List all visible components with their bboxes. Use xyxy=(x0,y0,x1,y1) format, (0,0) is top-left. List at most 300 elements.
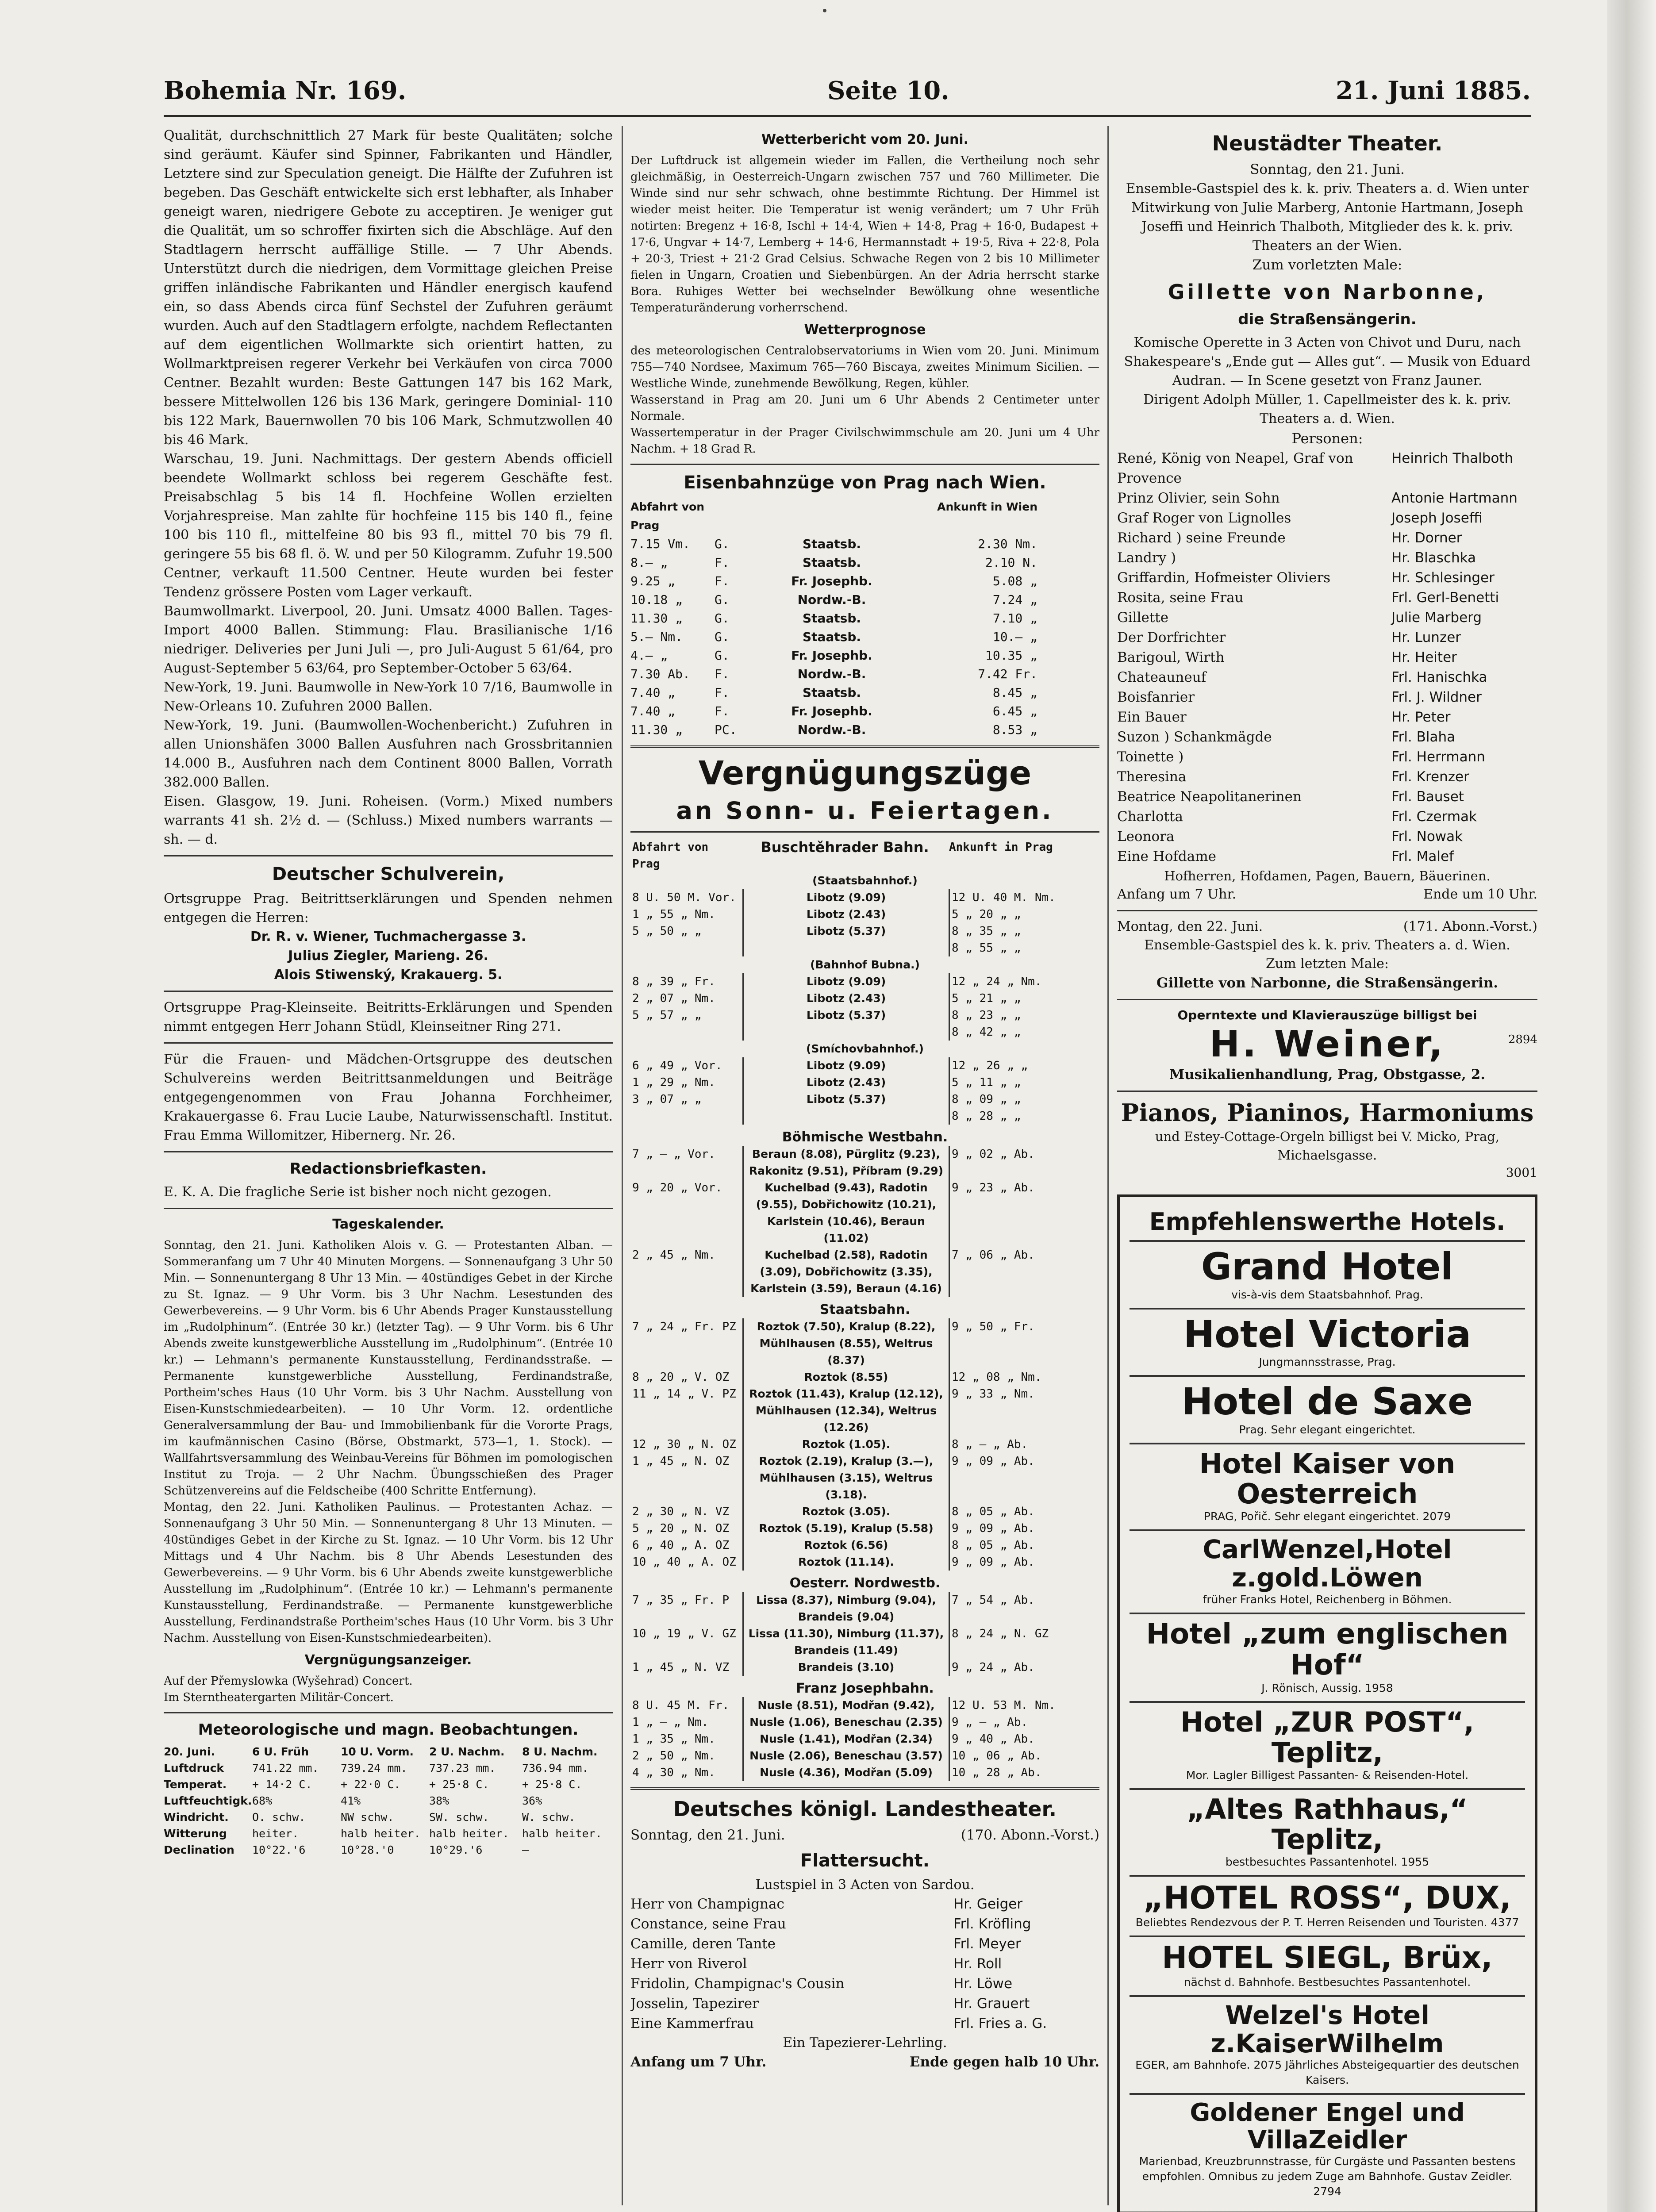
neustaedter-personen: Personen: xyxy=(1291,430,1363,447)
timetable-departure: 12 „ 30 „ N. OZ xyxy=(632,1438,736,1451)
timetable-row xyxy=(630,1520,1099,1537)
eisen-arrival: 2.10 N. xyxy=(985,555,1037,570)
timetable-arrival: 8 „ 05 „ Ab. xyxy=(952,1539,1035,1552)
busch-block xyxy=(630,889,1099,956)
kleinseite-notice: Ortsgruppe Prag-Kleinseite. Beitritts-Erklärungen und Spenden nimmt entgegen Herr Johann Stüdl, Kleinseitner Ring 271. xyxy=(164,1000,613,1034)
timetable-row xyxy=(630,1436,1099,1453)
west-title: Böhmische Westbahn. xyxy=(782,1129,948,1145)
neustaedter-play: Gillette von Narbonne, xyxy=(1168,280,1487,304)
cast-actor: Hr. Dorner xyxy=(1391,530,1462,546)
cast-actor: Hr. Peter xyxy=(1391,709,1451,725)
montag-text: Ensemble-Gastspiel des k. k. priv. Theaters a. d. Wien. xyxy=(1144,937,1510,953)
timetable-stations: Libotz (9.09) Libotz (2.43) Libotz (5.37) xyxy=(743,1057,949,1125)
hotels-list xyxy=(1130,1242,1525,2204)
neustaedter-play-sub: die Straßensängerin. xyxy=(1238,311,1417,328)
cast-actor: Julie Marberg xyxy=(1391,610,1482,626)
schulverein-name: Dr. R. v. Wiener, Tuchmachergasse 3. xyxy=(250,929,526,945)
vergnuegung-line: Im Sterntheatergarten Militär-Concert. xyxy=(164,1691,394,1704)
timetable-row xyxy=(630,1146,1099,1179)
eisen-station: Staatsb. xyxy=(802,630,861,644)
met-cell: 736.94 mm. xyxy=(522,1762,589,1774)
eisen-departure: 8.— „ xyxy=(630,555,668,570)
column-rule xyxy=(1107,126,1109,2205)
eisen-type: F. xyxy=(715,555,730,570)
hotel-name: Hotel de Saxe xyxy=(1182,1380,1473,1424)
landestheater-sub: Lustspiel in 3 Acten von Sardou. xyxy=(755,1877,975,1893)
busch-station-heading: (Bahnhof Bubna.) xyxy=(810,958,920,971)
timetable-row xyxy=(630,1369,1099,1386)
timetable-row xyxy=(630,1318,1099,1369)
hotel-sub: Mor. Lagler Billigest Passanten- & Reisenden-Hotel. xyxy=(1186,1768,1469,1782)
cast-role: Camille, deren Tante xyxy=(630,1936,776,1952)
hotel-sub: PRAG, Pořič. Sehr elegant eingerichtet. 2079 xyxy=(1203,1509,1451,1523)
met-cell: Temperat. xyxy=(164,1778,227,1791)
met-cell: Witterung xyxy=(164,1827,227,1840)
eisen-station: Fr. Josephb. xyxy=(791,704,872,718)
cast-role: Charlotta xyxy=(1117,809,1183,825)
timetable-arrival: 7 „ 54 „ Ab. xyxy=(952,1594,1035,1607)
pianos-num: 3001 xyxy=(1506,1165,1537,1180)
hotel-name: Goldener Engel und VillaZeidler xyxy=(1190,2098,1465,2155)
eisen-arrival: 5.08 „ xyxy=(992,574,1037,588)
neustaedter-intro: Ensemble-Gastspiel des k. k. priv. Theaters a. d. Wien unter Mitwirkung von Julie Marberg, Antonie Hartmann, Joseph Joseffi und Heinrich Thalboth, Mitglieder des k. k. priv. Theaters an der Wien. xyxy=(1126,181,1529,253)
timetable-arrival: 12 „ 26 „ „ 5 „ 11 „ „ 8 „ 09 „ „ 8 „ 28 „ „ xyxy=(952,1059,1028,1123)
cast-role: Theresina xyxy=(1117,769,1187,785)
kalender-monday: Montag, den 22. Juni. Katholiken Paulinus. — Protestanten Achaz. — Sonnenaufgang 3 Uhr 50 Min. — Sonnenuntergang 8 Uhr 13 Minuten. — 40stündiges Gebet in der Kirche zu St. Ignaz. — 10 Uhr Vorm. bis 12 Uhr Mittags und 4 Uhr Nachm. bis 8 Uhr Abends Lesestunden des Gewerbevereins. — 9 Uhr Vorm. bis 6 Uhr Abends zweite kunstgewerbliche Ausstellung im „Rudolphinum“. (Entrée 10 kr.) — Lehmann's permanente Kunstausstellung, Ferdinandstraße. — Permanente kunstgewerbliche Ausstellung, Ferdinandstraße Portheim'sches Haus (10 Uhr Vorm. bis 3 Uhr Nachm. Ausstellung von Eisen-Kunstschmiedearbeiten). xyxy=(164,1501,613,1645)
met-cell: NW schw. xyxy=(341,1811,394,1824)
eisen-type: F. xyxy=(715,574,730,588)
hotel-name: CarlWenzel,Hotel z.gold.Löwen xyxy=(1203,1534,1452,1593)
eisen-departure: 7.30 Ab. xyxy=(630,667,690,681)
hotel-name: Grand Hotel xyxy=(1201,1245,1454,1289)
page-number: Seite 10. xyxy=(827,76,949,105)
eisen-type: F. xyxy=(715,704,730,718)
timetable-arrival: 9 „ 24 „ Ab. xyxy=(952,1661,1035,1674)
hotel-ad xyxy=(1130,1877,1525,1937)
divider xyxy=(630,1787,1099,1790)
timetable-departure: 11 „ 14 „ V. PZ xyxy=(632,1387,736,1401)
eisen-arrival: 8.45 „ xyxy=(992,685,1037,700)
hotel-ad xyxy=(1130,1790,1525,1877)
wasserstand-text: Wasserstand in Prag am 20. Juni um 6 Uhr Abends 2 Centimeter unter Normale. xyxy=(630,393,1099,423)
vergnuegung-title: Vergnügungsanzeiger. xyxy=(304,1652,472,1668)
prognose-text: des meteorologischen Centralobservatoriums in Wien vom 20. Juni. Minimum 755—740 Nordsee, Maximum 765—760 Biscaya, zweites Minimum Sicilien. — Westliche Winde, zunehmende Bewölkung, Regen, kühler. xyxy=(630,344,1099,390)
timetable-row xyxy=(630,973,1099,1041)
hotels-title: Empfehlenswerthe Hotels. xyxy=(1149,1208,1506,1236)
eisen-arrival: 8.53 „ xyxy=(992,722,1037,737)
eisen-station: Staatsb. xyxy=(802,555,861,570)
met-cell: 41% xyxy=(341,1794,361,1807)
busch-block xyxy=(630,973,1099,1041)
hotels-title-row xyxy=(1130,1204,1525,1242)
eisenbahn-title: Eisenbahnzüge von Prag nach Wien. xyxy=(684,472,1046,493)
cast-actor: Hr. Lunzer xyxy=(1391,630,1461,645)
timetable-departure: 9 „ 20 „ Vor. xyxy=(632,1181,722,1194)
masthead: Bohemia Nr. 169. xyxy=(164,76,407,105)
hotel-ad xyxy=(1130,1997,1525,2095)
cast-actor: Frl. Hanischka xyxy=(1391,669,1487,685)
eisen-type: G. xyxy=(715,648,730,663)
cast-role: Chateauneuf xyxy=(1117,669,1206,685)
eisen-arrival: 6.45 „ xyxy=(992,704,1037,718)
wetter-title: Wetterbericht vom 20. Juni. xyxy=(761,132,969,147)
landestheater-date: Sonntag, den 21. Juni. xyxy=(630,1827,785,1843)
cast-actor: Hr. Geiger xyxy=(953,1896,1023,1912)
hotels-box xyxy=(1117,1194,1537,2212)
schulverein-name: Alois Stiwenský, Krakauerg. 5. xyxy=(274,967,503,983)
cast-actor: Frl. Gerl-Benetti xyxy=(1391,590,1499,606)
warsaw-report: Warschau, 19. Juni. Nachmittags. Der gestern Abends officiell beendete Wollmarkt schloss bei regerem Geschäfte fest. Preisabschlag 5 bis 14 fl. Hochfeine Wollen erzielten Vorjahrespreise. Man zahlte für hochfeine 115 bis 140 fl., feine 100 bis 110 fl., mittelfeine 80 bis 93 fl., mittel 70 bis 79 fl. geringere 55 bis 68 fl. ö. W. und per 50 Kilogramm. Zufuhr 19.500 Centner, verkauft 11.500 Centner. Heute wurden bei fester Tendenz grössere Posten vom Lager verkauft. xyxy=(164,451,613,600)
landestheater-times xyxy=(630,2052,1099,2072)
glasgow-report: Eisen. Glasgow, 19. Juni. Roheisen. (Vorm.) Mixed numbers warrants 41 sh. 2½ d. — (Schluss.) Mixed numbers warrants — sh. — d. xyxy=(164,794,613,847)
timetable-departure: 8 „ 39 „ Fr. 2 „ 07 „ Nm. 5 „ 57 „ „ xyxy=(632,975,715,1022)
timetable-stations: Roztok (7.50), Kralup (8.22), Mühlhausen (8.55), Weltrus (8.37) xyxy=(743,1318,949,1369)
montag-letzten: Zum letzten Male: xyxy=(1265,956,1389,972)
column-3 xyxy=(1117,126,1537,2212)
cast-role: Barigoul, Wirth xyxy=(1117,649,1225,665)
eisen-arrival: 2.30 Nm. xyxy=(978,537,1037,551)
eisen-station: Fr. Josephb. xyxy=(791,574,872,588)
eisen-type: F. xyxy=(715,667,730,681)
eisen-arrival: 10.— „ xyxy=(992,630,1037,644)
met-cell: Luftdruck xyxy=(164,1762,224,1774)
eisen-type: PC. xyxy=(715,722,737,737)
cast-role: Leonora xyxy=(1117,829,1175,845)
scan-edge xyxy=(1607,0,1656,2212)
timetable-row xyxy=(630,1503,1099,1520)
divider xyxy=(164,855,613,856)
cast-actor: Frl. Herrmann xyxy=(1391,749,1485,765)
neustaedter-title: Neustädter Theater. xyxy=(1212,131,1443,155)
cast-actor: Frl. Krenzer xyxy=(1391,769,1469,785)
timetable-arrival: 9 „ 50 „ Fr. xyxy=(952,1320,1035,1333)
divider xyxy=(630,464,1099,465)
met-cell: O. schw. xyxy=(252,1811,306,1824)
wool-market-report: Qualität, durchschnittlich 27 Mark für beste Qualitäten; solche sind geräumt. Käufer sind Spinner, Fabrikanten und Händler, Letztere sind zur Speculation geneigt. Die Hälfte der Zufuhren ist begeben. Das Geschäft entwickelte sich erst lebhafter, als Inhaber geneigt waren, niedrigere Gebote zu acceptiren. Je weniger gut die Qualität, um so schroffer fixirten sich die Abschläge. Auf den Stadtlagern herrscht auffällige Stille. — 7 Uhr Abends. Unterstützt durch die niedrigen, dem Vormittage gleichen Preise griffen inländische Fabrikanten und Händler energisch kaufend ein, so dass Abends circa fünf Sechstel der Zufuhren geräumt wurden. Auch auf den Stadtlagern erfolgte, nachdem Reflectanten auf dem eigentlichen Wollmarkte sich orientirt hatten, zu Wollmarktpreisen regerer Verkehr bei Verkäufen von circa 7000 Centner. Bezahlt wurden: Beste Gattungen 147 bis 162 Mark, bessere Mittelwollen 126 bis 136 Mark, geringere Dominial- 110 bis 122 Mark, Bauernwollen 70 bis 106 Mark, Schmutzwollen 40 bis 46 Mark. xyxy=(164,128,613,448)
pianos-title: Pianos, Pianinos, Harmoniums xyxy=(1121,1098,1534,1127)
timetable-arrival: 9 „ 09 „ Ab. xyxy=(952,1455,1035,1468)
timetable-row xyxy=(630,1592,1099,1625)
met-cell: W. schw. xyxy=(522,1811,576,1824)
cast-role: Eine Hofdame xyxy=(1117,849,1216,864)
verg-head-cell: Buschtěhrader Bahn. xyxy=(761,839,929,856)
hotel-sub: Beliebtes Rendezvous der P. T. Herren Reisenden und Touristen. 4377 xyxy=(1135,1916,1519,1929)
divider xyxy=(164,991,613,992)
franz-title: Franz Josephbahn. xyxy=(796,1681,934,1696)
eisen-station: Staatsb. xyxy=(802,611,861,626)
timetable-row xyxy=(630,1659,1099,1676)
briefkasten-title: Redactionsbriefkasten. xyxy=(289,1160,487,1178)
schulverein-title: Deutscher Schulverein, xyxy=(272,864,505,884)
eisen-departure: 11.30 „ xyxy=(630,722,683,737)
eisen-station: Nordw.-B. xyxy=(797,722,866,737)
cast-actor: Frl. Fries a. G. xyxy=(953,2016,1047,2032)
timetable-departure: 8 U. 45 M. Fr. 1 „ — „ Nm. 1 „ 35 „ Nm. 2 „ 50 „ Nm. 4 „ 30 „ Nm. xyxy=(632,1699,730,1779)
eisen-station: Nordw.-B. xyxy=(797,592,866,607)
cast-role: Rosita, seine Frau xyxy=(1117,590,1244,606)
vergnuegungszuege-title: Vergnügungszüge xyxy=(698,754,1032,792)
liverpool-report: Baumwollmarkt. Liverpool, 20. Juni. Umsatz 4000 Ballen. Tages-Import 4000 Ballen. Stimmung: Flau. Brasilianische 1/16 niedriger. Deliveries per Juni Juli —, pro Juli-August 5 61/64, pro August-September 5 63/64, pro September-October 5 63/64. xyxy=(164,603,613,676)
divider xyxy=(1117,910,1537,911)
landestheater-cast xyxy=(630,1894,1099,2034)
hotel-sub: J. Rönisch, Aussig. 1958 xyxy=(1261,1682,1393,1695)
met-cell: 10°29.'6 xyxy=(429,1843,483,1856)
eisen-departure: 9.25 „ xyxy=(630,574,676,588)
timetable-arrival: 12 U. 40 M. Nm. 5 „ 20 „ „ 8 „ 35 „ „ 8 „ 55 „ „ xyxy=(952,891,1056,955)
column-1 xyxy=(164,126,613,2212)
timetable-stations: Roztok (6.56) xyxy=(743,1537,949,1554)
divider xyxy=(1117,1091,1537,1092)
eisen-arrival: 10.35 „ xyxy=(985,648,1037,663)
timetable-row xyxy=(630,1179,1099,1247)
hotel-ad xyxy=(1130,1444,1525,1531)
timetable-stations: Roztok (8.55) xyxy=(743,1369,949,1386)
cast-role: Graf Roger von Lignolles xyxy=(1117,510,1291,526)
neustaedter-cast xyxy=(1117,449,1537,867)
divider xyxy=(630,831,1099,833)
cast-role: Fridolin, Champignac's Cousin xyxy=(630,1976,845,1992)
montag-play: Gillette von Narbonne, die Straßensängerin. xyxy=(1156,975,1498,991)
hotel-ad xyxy=(1130,1242,1525,1309)
neustaedter-date: Sonntag, den 21. Juni. xyxy=(1250,161,1405,177)
nordwest-table xyxy=(630,1592,1099,1676)
timetable-stations: Beraun (8.08), Pürglitz (9.23), Rakonitz (9.51), Příbram (9.29) xyxy=(743,1146,949,1179)
hotel-ad xyxy=(1130,1614,1525,1703)
hotel-ad xyxy=(1130,1937,1525,1997)
timetable-departure: 6 „ 40 „ A. OZ xyxy=(632,1539,730,1552)
scan-speck xyxy=(823,9,826,12)
cast-actor: Hr. Roll xyxy=(953,1956,1002,1972)
landestheater-abo: (170. Abonn.-Vorst.) xyxy=(961,1827,1099,1843)
timetable-arrival: 8 „ 05 „ Ab. xyxy=(952,1505,1035,1518)
timetable-stations: Libotz (9.09) Libotz (2.43) Libotz (5.37) xyxy=(743,973,949,1041)
timetable-arrival: 9 „ 23 „ Ab. xyxy=(952,1181,1035,1194)
schulverein-text: Ortsgruppe Prag. Beitrittserklärungen und Spenden nehmen entgegen die Herren: xyxy=(164,891,613,926)
cast-actor: Frl. Nowak xyxy=(1391,829,1463,845)
timetable-row xyxy=(630,889,1099,956)
neustaedter-anfang: Anfang um 7 Uhr. xyxy=(1117,887,1237,902)
timetable-departure: 8 „ 20 „ V. OZ xyxy=(632,1371,730,1384)
cast-role: Richard ) seine Freunde xyxy=(1117,530,1286,546)
timetable-row xyxy=(630,1247,1099,1297)
timetable-row xyxy=(630,1625,1099,1659)
cast-actor: Frl. Malef xyxy=(1391,849,1454,864)
divider xyxy=(164,1042,613,1044)
hotel-sub: Prag. Sehr elegant eingerichtet. xyxy=(1239,1423,1416,1436)
vergnuegung-line: Auf der Přemyslowka (Wyšehrad) Concert. xyxy=(164,1674,413,1688)
hotel-sub: bestbesuchtes Passantenhotel. 1955 xyxy=(1225,1855,1429,1869)
issue-date: 21. Juni 1885. xyxy=(1336,76,1531,105)
pianos-sub: und Estey-Cottage-Orgeln billigst bei V. Micko, Prag, Michaelsgasse. xyxy=(1155,1129,1500,1163)
cast-actor: Joseph Joseffi xyxy=(1391,510,1483,526)
eisen-departure: 10.18 „ xyxy=(630,592,683,607)
west-table xyxy=(630,1146,1099,1297)
eisen-type: F. xyxy=(715,685,730,700)
cast-actor: Heinrich Thalboth xyxy=(1391,450,1514,466)
cast-actor: Hr. Blaschka xyxy=(1391,550,1476,566)
timetable-departure: 7 „ — „ Vor. xyxy=(632,1148,715,1161)
timetable-stations: Lissa (11.30), Nimburg (11.37), Brandeis (11.49) xyxy=(743,1625,949,1659)
eisen-type: G. xyxy=(715,630,730,644)
franz-table xyxy=(630,1697,1099,1781)
newyork-report: New-York, 19. Juni. Baumwolle in New-York 10 7/16, Baumwolle in New-Orleans 10. Zufuhren 2000 Ballen. xyxy=(164,680,613,714)
cast-role: Boisfanrier xyxy=(1117,689,1195,705)
hotel-ad xyxy=(1130,1531,1525,1614)
hotel-name: „HOTEL ROSS“, DUX, xyxy=(1143,1880,1512,1916)
timetable-arrival: 12 „ 24 „ Nm. 5 „ 21 „ „ 8 „ 23 „ „ 8 „ 42 „ „ xyxy=(952,975,1042,1039)
eisen-station: Fr. Josephb. xyxy=(791,648,872,663)
wassertemperatur-text: Wassertemperatur in der Prager Civilschwimmschule am 20. Juni um 4 Uhr Nachm. + 18 Grad R. xyxy=(630,426,1099,456)
timetable-departure: 6 „ 49 „ Vor. 1 „ 29 „ Nm. 3 „ 07 „ „ xyxy=(632,1059,722,1106)
weiner-addr: Musikalienhandlung, Prag, Obstgasse, 2. xyxy=(1169,1067,1486,1083)
timetable-arrival: 9 „ 09 „ Ab. xyxy=(952,1555,1035,1569)
meteorology-rows xyxy=(164,1760,613,1858)
weiner-ad xyxy=(1117,1024,1537,1065)
busch-table xyxy=(630,872,1099,1125)
eisen-station: Staatsb. xyxy=(802,537,861,551)
timetable-stations: Kuchelbad (2.58), Radotin (3.09), Dobřichowitz (3.35), Karlstein (3.59), Beraun (4.16) xyxy=(743,1247,949,1297)
cast-role: Prinz Olivier, sein Sohn xyxy=(1117,490,1280,506)
met-cell: Declination xyxy=(164,1843,234,1856)
hotel-name: Hotel „zum englischen Hof“ xyxy=(1146,1617,1509,1682)
landestheater-title: Deutsches königl. Landestheater. xyxy=(673,1797,1057,1821)
timetable-row xyxy=(630,1554,1099,1571)
timetable-stations: Roztok (3.05). xyxy=(743,1503,949,1520)
nordwest-title: Oesterr. Nordwestb. xyxy=(789,1575,941,1591)
cast-actor: Hr. Heiter xyxy=(1391,649,1457,665)
eisen-departure: 4.— „ xyxy=(630,648,668,663)
timetable-stations: Brandeis (3.10) xyxy=(743,1659,949,1676)
met-cell: 741.22 mm. xyxy=(252,1762,319,1774)
met-cell: 737.23 mm. xyxy=(429,1762,496,1774)
kalender-title: Tageskalender. xyxy=(332,1217,444,1232)
neustaedter-hof: Hofherren, Hofdamen, Pagen, Bauern, Bäuerinen. xyxy=(1164,868,1491,883)
cast-role: Beatrice Neapolitanerinen xyxy=(1117,789,1302,805)
busch-station-heading: (Staatsbahnhof.) xyxy=(812,874,918,887)
hotel-sub: nächst d. Bahnhofe. Bestbesuchtes Passantenhotel. xyxy=(1183,1975,1471,1989)
neustaedter-ende: Ende um 10 Uhr. xyxy=(1423,887,1537,902)
cast-role: Ein Bauer xyxy=(1117,709,1187,725)
timetable-stations: Roztok (1.05). xyxy=(743,1436,949,1453)
timetable-stations: Kuchelbad (9.43), Radotin (9.55), Dobřichowitz (10.21), Karlstein (10.46), Beraun (11.02) xyxy=(743,1179,949,1247)
met-cell: + 25·8 C. xyxy=(522,1778,582,1791)
meteorology-title: Meteorologische und magn. Beobachtungen. xyxy=(198,1721,579,1739)
divider xyxy=(164,1151,613,1152)
met-cell: halb heiter. xyxy=(429,1827,509,1840)
eisenbahn-head xyxy=(630,498,1099,535)
eisen-departure: 11.30 „ xyxy=(630,611,683,626)
eisen-departure: 7.40 „ xyxy=(630,704,676,718)
hotel-ad xyxy=(1130,1703,1525,1790)
neustaedter-times xyxy=(1117,885,1537,904)
hotel-name: „Altes Rathhaus,“ Teplitz, xyxy=(1187,1793,1468,1855)
hotel-sub: EGER, am Bahnhofe. 2075 Jährliches Absteigequartier des deutschen Kaisers. xyxy=(1135,2058,1519,2087)
met-cell: Windricht. xyxy=(164,1811,229,1824)
timetable-departure: 8 U. 50 M. Vor. 1 „ 55 „ Nm. 5 „ 50 „ „ xyxy=(632,891,736,938)
divider xyxy=(630,745,1099,748)
cast-actor: Frl. Meyer xyxy=(953,1936,1021,1952)
met-head: 20. Juni. xyxy=(164,1745,215,1758)
cast-role: Herr von Riverol xyxy=(630,1956,747,1972)
hotel-sub: früher Franks Hotel, Reichenberg in Böhmen. xyxy=(1203,1593,1452,1606)
met-head: 10 U. Vorm. xyxy=(341,1745,414,1758)
prognose-title: Wetterprognose xyxy=(804,322,926,338)
timetable-arrival: 12 „ 08 „ Nm. xyxy=(952,1371,1042,1384)
frauen-notice: Für die Frauen- und Mädchen-Ortsgruppe des deutschen Schulvereins werden Beitrittsanmeldungen und Beiträge entgegengenommen von Frau Johanna Forchheimer, Krakauergasse 6. Frau Lucie Laube, Naturwissenschaftl. Institut. Frau Emma Willomitzer, Hibernerg. Nr. 26. xyxy=(164,1052,613,1143)
met-cell: 10°22.'6 xyxy=(252,1843,306,1856)
timetable-stations: Roztok (2.19), Kralup (3.—), Mühlhausen (3.15), Weltrus (3.18). xyxy=(743,1453,949,1503)
weiner-name: H. Weiner, xyxy=(1209,1023,1445,1065)
cast-role: Der Dorfrichter xyxy=(1117,630,1226,645)
hotel-name: Welzel's Hotel z.KaiserWilhelm xyxy=(1210,2000,1444,2058)
met-cell: SW. schw. xyxy=(429,1811,489,1824)
cast-actor: Frl. Czermak xyxy=(1391,809,1477,825)
timetable-arrival: 12 U. 53 M. Nm. 9 „ — „ Ab. 9 „ 40 „ Ab. 10 „ 06 „ Ab. 10 „ 28 „ Ab. xyxy=(952,1699,1056,1779)
timetable-departure: 2 „ 30 „ N. VZ xyxy=(632,1505,730,1518)
cast-actor: Frl. Bauset xyxy=(1391,789,1464,805)
page-header xyxy=(164,66,1531,117)
briefkasten-text: E. K. A. Die fragliche Serie ist bisher noch nicht gezogen. xyxy=(164,1184,552,1200)
timetable-departure: 7 „ 35 „ Fr. P xyxy=(632,1594,730,1607)
eisen-type: G. xyxy=(715,611,730,626)
timetable-stations: Roztok (5.19), Kralup (5.58) xyxy=(743,1520,949,1537)
neustaedter-desc: Komische Operette in 3 Acten von Chivot und Duru, nach Shakespeare's „Ende gut — Alles gut“. — Musik von Eduard Audran. — In Scene gesetzt von Franz Jauner. xyxy=(1124,335,1531,388)
divider xyxy=(1117,999,1537,1000)
eisen-departure: 5.— Nm. xyxy=(630,630,683,644)
cast-role: Griffardin, Hofmeister Oliviers xyxy=(1117,570,1331,586)
timetable-row xyxy=(630,1453,1099,1503)
hotel-sub: Jungmannsstrasse, Prag. xyxy=(1259,1356,1396,1369)
wetter-text: Der Luftdruck ist allgemein wieder im Fallen, die Vertheilung noch sehr gleichmäßig, in Oesterreich-Ungarn zwischen 757 und 760 Millimeter. Die Winde sind nur sehr schwach, ohne bestimmte Richtung. Der Himmel ist wieder meist heiter. Die Temperatur ist wenig verändert; um 7 Uhr Früh notirten: Bregenz + 16·8, Ischl + 14·4, Wien + 14·8, Prag + 16·0, Budapest + 17·6, Ungvar + 14·7, Lemberg + 14·6, Hermannstadt + 19·5, Riva + 22·8, Pola + 20·3, Triest + 21·2 Grad Celsius. Schwache Regen von 2 bis 10 Millimeter fielen in Ungarn, Croatien und Siebenbürgen. An der Adria herrscht starke Bora. Ruhiges Wetter bei wechselnder Bewölkung ohne wesentliche Temperaturänderung vorherrschend. xyxy=(630,154,1099,315)
eisen-departure: 7.40 „ xyxy=(630,685,676,700)
cast-actor: Hr. Löwe xyxy=(953,1976,1013,1992)
hotel-sub: vis-à-vis dem Staatsbahnhof. Prag. xyxy=(1231,1288,1423,1301)
hotel-ad xyxy=(1130,1377,1525,1444)
eisen-head-cell: Ankunft in Wien xyxy=(937,500,1037,513)
verg-head-cell: Abfahrt von Prag xyxy=(632,841,709,871)
landestheater-date-row xyxy=(630,1825,1099,1845)
met-cell: 38% xyxy=(429,1794,450,1807)
meteorology-table xyxy=(164,1743,613,1760)
timetable-row xyxy=(630,1057,1099,1125)
cast-actor: Hr. Schlesinger xyxy=(1391,570,1495,586)
landestheater-begin: Anfang um 7 Uhr. xyxy=(630,2054,767,2070)
eisen-type: G. xyxy=(715,537,730,551)
timetable-stations: Roztok (11.43), Kralup (12.12), Mühlhausen (12.34), Weltrus (12.26) xyxy=(743,1386,949,1436)
eisen-arrival: 7.10 „ xyxy=(992,611,1037,626)
kalender-sunday: Sonntag, den 21. Juni. Katholiken Alois v. G. — Protestanten Alban. — Sommeranfang um 7 Uhr 40 Minuten Morgens. — Sonnenaufgang 3 Uhr 50 Min. — Sonnenuntergang 8 Uhr 13 Min. — 40stündiges Gebet in der Kirche zu St. Ignaz. — 9 Uhr Vorm. bis 3 Uhr Nachm. Lesestunden des Gewerbevereins. — 9 Uhr Vorm. bis 6 Uhr Abends Prager Kunstausstellung im „Rudolphinum“. (Entrée 30 kr.) (letzter Tag). — 9 Uhr Vorm. bis 6 Uhr Abends zweite kunstgewerbliche Ausstellung im „Rudolphinum“. (Entrée 10 kr.) — Lehmann's permanente Kunstausstellung, Ferdinandsstraße. — Permanente kunstgewerbliche Ausstellung, Ferdinandstraße, Portheim'sches Haus (10 Uhr Vorm. bis 3 Uhr Nachm. Ausstellung von Eisen-Kunstschmiedearbeiten). — 10 Uhr Vorm. 12. ordentliche Generalversammlung der Bau- und Immobilienbank für die Vororte Prags, im kaufmännischen Casino (Börse, Obstmarkt, 573—1, 1. Stock). — Wallfahrtsversammlung des Weinbau-Vereins für Böhmen im pomologischen Institut zu Troja. — 2 Uhr Nachm. Übungsschießen des Prager Schützenvereins auf die Feldscheibe (400 Schritte Entfernung). xyxy=(164,1239,613,1498)
neustaedter-vorletzt: Zum vorletzten Male: xyxy=(1252,257,1402,273)
hotel-name: Hotel Kaiser von Oesterreich xyxy=(1199,1447,1456,1510)
weiner-top: Operntexte und Klavierauszüge billigst bei xyxy=(1177,1008,1477,1022)
cast-role: Herr von Champignac xyxy=(630,1896,784,1912)
timetable-departure: 1 „ 45 „ N. OZ xyxy=(632,1455,730,1468)
timetable-arrival: 9 „ 09 „ Ab. xyxy=(952,1522,1035,1535)
hotel-name: Hotel „ZUR POST“, Teplitz, xyxy=(1180,1706,1474,1769)
eisen-station: Staatsb. xyxy=(802,685,861,700)
schulverein-name: Julius Ziegler, Marieng. 26. xyxy=(288,948,488,964)
cast-role: René, König von Neapel, Graf von Provence xyxy=(1117,450,1353,486)
met-head: 2 U. Nachm. xyxy=(429,1745,505,1758)
eisen-arrival: 7.24 „ xyxy=(992,592,1037,607)
landestheater-end: Ende gegen halb 10 Uhr. xyxy=(909,2054,1099,2070)
timetable-arrival: 9 „ 33 „ Nm. xyxy=(952,1387,1035,1401)
montag-date: Montag, den 22. Juni. xyxy=(1117,919,1263,934)
hotel-ad xyxy=(1130,1310,1525,1377)
timetable-row xyxy=(630,1537,1099,1554)
met-cell: heiter. xyxy=(252,1827,299,1840)
met-cell: + 22·0 C. xyxy=(341,1778,401,1791)
